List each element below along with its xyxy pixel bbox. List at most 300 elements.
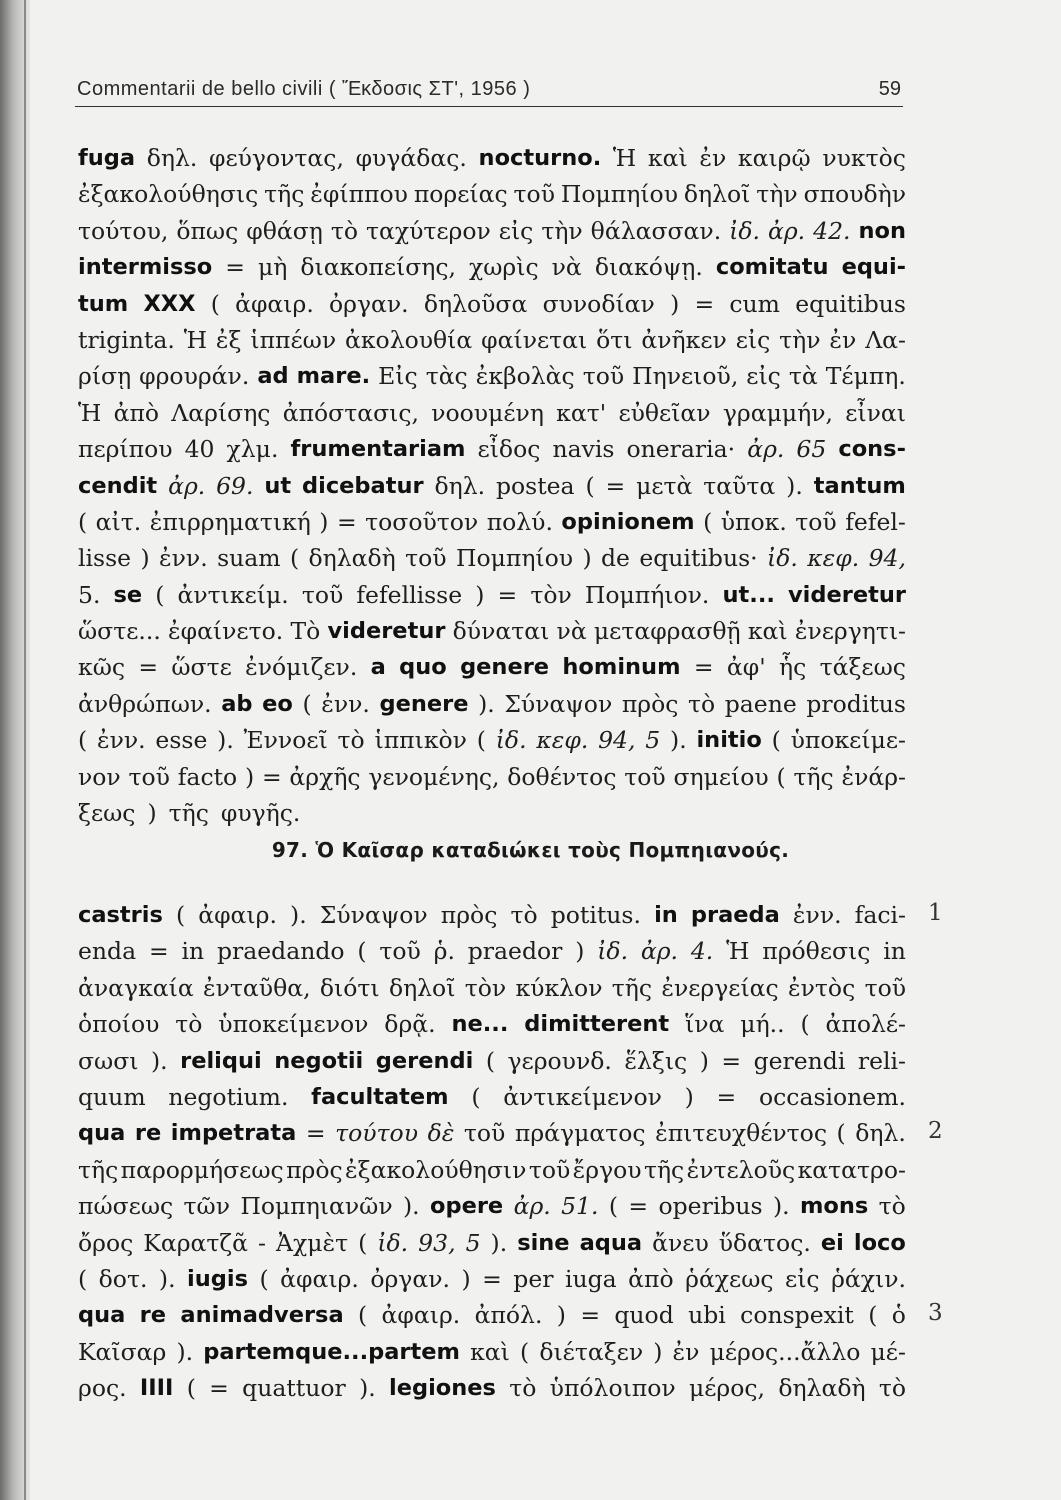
word: dimitterent	[524, 1011, 670, 1038]
word: =	[148, 937, 169, 966]
word: τάξεως	[819, 653, 906, 682]
text-line	[78, 395, 906, 431]
word: quo	[399, 654, 447, 681]
word: genere	[460, 654, 550, 681]
word: Λα-	[865, 325, 906, 354]
word: 94,	[868, 544, 906, 573]
word: negotium.	[168, 1082, 289, 1111]
word: Εἰς	[378, 362, 418, 391]
word: νὰ	[551, 253, 582, 282]
word: )	[147, 799, 157, 828]
word: μέρος,	[688, 1374, 766, 1403]
word: δηλαδὴ	[308, 544, 396, 573]
word: frumentariam	[290, 436, 466, 463]
word: Λαρίσης	[171, 398, 271, 427]
word: legiones	[389, 1375, 496, 1402]
word: Ἡ	[183, 325, 208, 354]
word: gerendi	[753, 1046, 846, 1075]
word: =	[580, 1301, 601, 1330]
text-line	[78, 540, 906, 576]
word: (	[175, 901, 186, 929]
word: ).	[670, 726, 687, 755]
word: XXX	[143, 290, 196, 317]
word: (	[800, 1010, 810, 1039]
word: πορείας	[413, 180, 508, 209]
word: φεύγοντας,	[209, 144, 344, 172]
word: enda	[78, 937, 137, 966]
word: τῆς	[793, 762, 834, 791]
word: ab	[221, 690, 253, 717]
word: τούτου,	[78, 216, 169, 245]
word: τῆς	[611, 973, 653, 1002]
word: fefel-	[845, 507, 906, 536]
word: )	[699, 1046, 709, 1075]
word: τὸ	[175, 1010, 203, 1039]
word: praedor	[467, 937, 563, 966]
word: ρος.	[78, 1374, 127, 1403]
word: ἀφαιρ.	[280, 1264, 359, 1293]
word: (	[78, 1264, 88, 1293]
word: aqua	[579, 1229, 643, 1256]
word: μέρος...ἄλλο	[709, 1337, 861, 1366]
word: πολύ.	[486, 507, 553, 536]
word: re	[134, 1120, 162, 1147]
word: καὶ	[647, 144, 688, 172]
word: καὶ	[747, 617, 788, 646]
word: (	[703, 507, 713, 536]
word: σπουδὴν	[803, 180, 906, 209]
text-line	[78, 897, 906, 933]
word: μὴ	[257, 253, 288, 282]
word: ἰδ.	[495, 726, 527, 755]
word: )	[684, 1082, 694, 1111]
word: ὅπως	[176, 216, 239, 245]
word: (	[358, 1228, 368, 1257]
word: oneraria·	[626, 435, 736, 464]
word: equitibus·	[639, 544, 758, 573]
word: (	[210, 289, 220, 318]
word: ὁποίου	[78, 1010, 160, 1039]
word: esse	[155, 726, 208, 755]
text-line	[78, 1334, 906, 1370]
word: τοῦ	[301, 580, 344, 609]
word: τὴν	[541, 216, 583, 245]
word: δοθέντος	[507, 762, 617, 791]
word: ).	[772, 1192, 790, 1221]
word: σωσι	[78, 1046, 139, 1075]
word: )	[556, 1301, 566, 1330]
word: Καρατζᾶ	[143, 1228, 249, 1257]
word: τοῦ	[528, 1155, 571, 1184]
word: πώσεως	[78, 1192, 174, 1221]
word: mare.	[296, 363, 371, 390]
text-line	[78, 213, 906, 249]
word: opere	[430, 1193, 504, 1220]
word: ἐνν.	[792, 901, 842, 929]
word: διακόψῃ.	[594, 253, 703, 282]
word: ἀνῆκεν	[641, 325, 727, 354]
word: διότι	[319, 973, 380, 1002]
word: ubi	[688, 1301, 726, 1330]
word: αἰτ.	[95, 507, 142, 536]
word: ἐντελοῦς	[686, 1155, 796, 1184]
word: ἀρ.	[168, 471, 206, 500]
word: ἕλξις	[624, 1046, 688, 1075]
word: =	[305, 1119, 326, 1148]
word: (	[302, 689, 312, 718]
word: ).	[290, 901, 307, 929]
word: τὸν	[530, 580, 572, 609]
word: καὶ	[470, 1337, 510, 1366]
word: =	[693, 653, 714, 682]
word: ἐφαίνετο.	[168, 617, 284, 646]
word: τοῦ	[405, 544, 447, 573]
word: postea	[495, 471, 575, 500]
word: δηλοῖ	[683, 180, 751, 209]
word: )	[461, 1264, 471, 1293]
word: ut...	[722, 581, 775, 608]
word: navis	[552, 435, 615, 464]
word: potitus.	[550, 901, 641, 929]
word: εἶδος	[477, 435, 541, 464]
word: φυγάδας.	[355, 144, 467, 172]
word: 65	[796, 435, 827, 464]
word: -	[258, 1228, 266, 1257]
text-line	[78, 249, 906, 285]
text-line	[78, 1043, 906, 1079]
word: τῶν	[183, 1192, 230, 1221]
word: praedando	[216, 937, 345, 966]
word: facto	[177, 762, 238, 791]
word: =	[138, 653, 159, 682]
word: Σύναψον	[319, 901, 428, 929]
word: eo	[262, 690, 293, 717]
word: Ἡ	[726, 937, 750, 966]
word: μεταφρασθῇ	[593, 617, 741, 646]
word: δρᾷ.	[384, 1010, 436, 1039]
word: Ἡ	[612, 144, 637, 172]
word: ).	[786, 471, 803, 500]
word: Ἀχμὲτ	[276, 1228, 349, 1257]
word: comitatu	[715, 254, 829, 281]
word: διακοπείσης,	[300, 253, 457, 282]
word: 4.	[690, 937, 714, 966]
text-line	[78, 933, 906, 969]
word: κεφ.	[536, 726, 589, 755]
word: (	[289, 544, 300, 573]
word: ἐνν.	[159, 544, 208, 573]
word: 51.	[561, 1192, 599, 1221]
text-line	[78, 1115, 906, 1151]
word: (	[608, 1192, 619, 1221]
word: suam	[217, 544, 281, 573]
word: =	[482, 1264, 502, 1293]
word: (	[485, 1046, 495, 1075]
word: a	[370, 654, 386, 681]
word: ἵνα	[685, 1010, 725, 1039]
section-heading: 97. Ὁ Καῖσαρ καταδιώκει τοὺς Πομπηιανούς.	[271, 838, 790, 862]
word: τὸν	[464, 973, 507, 1002]
word: πράγματος	[514, 1119, 646, 1148]
word: Σύναψον	[504, 689, 613, 718]
word: πρὸς	[440, 901, 498, 929]
word: τὰ	[788, 362, 818, 391]
word: ἐπιτευχθέντος	[655, 1119, 827, 1148]
word: Πομπηιανῶν	[240, 1192, 393, 1221]
word: τὴν	[756, 180, 798, 209]
word: =	[628, 1192, 649, 1221]
word: ἀφαιρ.	[235, 289, 314, 318]
word: Τέμπη.	[825, 362, 906, 391]
word: paene	[724, 689, 797, 718]
word: quod	[614, 1301, 674, 1330]
word: τῆς	[168, 799, 209, 828]
word: ἰδ.	[597, 937, 629, 966]
word: φαίνεται	[481, 325, 588, 354]
word: ad	[257, 363, 289, 390]
word: ἄνευ	[652, 1228, 709, 1257]
word: (	[471, 1082, 481, 1111]
text-line	[78, 1079, 906, 1115]
word: (	[155, 580, 165, 609]
word: ἀφαιρ.	[381, 1301, 461, 1330]
word: Πομπηίου	[455, 544, 574, 573]
word: δηλοῦσα	[423, 289, 528, 318]
text-line	[78, 1261, 906, 1297]
page-header	[75, 72, 903, 107]
commentary-section-96	[78, 140, 906, 831]
word: partemque...partem	[203, 1338, 460, 1365]
text-line	[78, 358, 906, 394]
word: μετὰ	[636, 471, 693, 500]
word: fefellisse	[356, 580, 463, 609]
word: ὁ	[891, 1301, 906, 1330]
text-line	[78, 613, 906, 649]
word: )	[653, 1337, 663, 1366]
word: νοουμένη	[431, 398, 544, 427]
word: ἀκολουθία	[345, 325, 473, 354]
word: ὥστε...	[78, 617, 161, 646]
word: negotii	[274, 1047, 364, 1074]
word: κατ'	[556, 398, 607, 427]
word: 5	[465, 1228, 481, 1257]
word: =	[209, 1374, 229, 1403]
word: in	[883, 937, 906, 966]
word: videretur	[327, 618, 446, 645]
word: (	[520, 1337, 530, 1366]
word: =	[605, 471, 626, 500]
word: ὀργαν.	[329, 289, 409, 318]
word: ἐξ	[215, 325, 242, 354]
word: opinionem	[561, 508, 695, 535]
word: (	[585, 471, 595, 500]
word: Καῖσαρ	[78, 1337, 167, 1366]
word: triginta.	[78, 325, 175, 354]
word: εἰς	[746, 362, 781, 391]
word: νὰ	[556, 617, 587, 646]
word: ἐφίππου	[310, 180, 408, 209]
word: cendit	[78, 472, 158, 499]
word: ἔργου	[572, 1155, 642, 1184]
word: intermisso	[78, 254, 213, 281]
text-line	[78, 759, 906, 795]
word: ut	[264, 472, 292, 499]
text-line	[78, 1225, 906, 1261]
word: ὑποκείμενον	[218, 1010, 369, 1039]
word: Τὸ	[290, 617, 321, 646]
word: )	[475, 580, 485, 609]
word: non	[858, 217, 906, 244]
word: δύναται	[452, 617, 550, 646]
word: ne...	[451, 1011, 509, 1038]
word: conspexit	[740, 1301, 854, 1330]
word: ).	[478, 689, 495, 718]
word: ὄρος	[78, 1228, 134, 1257]
word: τῆς	[78, 1155, 119, 1184]
word: initio	[696, 727, 762, 754]
word: videretur	[788, 581, 906, 608]
word: δὲ	[427, 1119, 455, 1148]
text-line	[78, 649, 906, 685]
word: re	[139, 1302, 167, 1329]
margin-line-number: 3	[928, 1300, 943, 1326]
word: κεφ.	[807, 544, 860, 573]
word: ἀρ.	[767, 216, 806, 245]
word: ἰδ.	[767, 544, 798, 573]
text-line	[78, 140, 906, 176]
word: animadversa	[180, 1302, 344, 1329]
word: nocturno.	[478, 145, 602, 171]
word: ἐνν.	[321, 689, 370, 718]
word: τὸ	[510, 901, 538, 929]
word: praeda	[690, 902, 780, 928]
word: γενομένης,	[368, 762, 500, 791]
word: τοῦ	[582, 362, 625, 391]
word: ἀρ.	[747, 435, 785, 464]
word: (	[78, 726, 88, 755]
word: =	[721, 1046, 742, 1075]
word: δηλ.	[146, 144, 198, 172]
word: ).	[176, 1337, 194, 1366]
word: )	[319, 507, 329, 536]
text-line	[78, 970, 906, 1006]
word: δηλαδὴ	[778, 1374, 866, 1403]
word: ῥάχεως	[685, 1264, 774, 1293]
word: (	[836, 1119, 846, 1148]
word: ἐπιρρηματική	[149, 507, 311, 536]
word: δηλ.	[434, 471, 486, 500]
word: )	[140, 544, 150, 573]
word: =	[716, 1082, 737, 1111]
word: (	[358, 1301, 368, 1330]
text-line	[78, 722, 906, 758]
word: νον	[78, 762, 121, 791]
word: fuga	[78, 145, 136, 171]
word: =	[336, 507, 357, 536]
word: ἱππέων	[250, 325, 337, 354]
word: per	[513, 1264, 554, 1293]
word: ἐνεργητι-	[794, 617, 906, 646]
text-line	[78, 176, 906, 212]
word: )	[575, 937, 585, 966]
word: ταχύτερον	[365, 216, 491, 245]
word: quattuor	[242, 1374, 346, 1403]
word: ἐνν.	[96, 726, 146, 755]
word: ὥστε	[171, 653, 232, 682]
word: ἐνταῦθα,	[203, 973, 311, 1002]
word: 94,	[598, 726, 636, 755]
word: τοῦ	[128, 762, 170, 791]
word: ἐν	[699, 144, 727, 172]
word: νυκτὸς	[822, 144, 906, 172]
word: τοῦ	[624, 762, 666, 791]
word: (	[357, 937, 367, 966]
word: loco	[853, 1229, 906, 1256]
word: συνοδίαν	[542, 289, 655, 318]
word: τὸ	[878, 1374, 906, 1403]
word: proditus	[806, 689, 906, 718]
word: faci-	[854, 901, 906, 929]
word: de	[601, 544, 630, 573]
word: ὀργαν.	[370, 1264, 450, 1293]
word: τοῦ	[864, 973, 906, 1002]
word: ἐνεργείας	[661, 973, 779, 1002]
word: qua	[78, 1302, 126, 1329]
word: iugis	[187, 1265, 248, 1292]
word: castris	[78, 902, 163, 928]
word: ρίσῃ	[78, 362, 132, 391]
word: ῥάχιν.	[831, 1264, 906, 1293]
word: γραμμήν,	[722, 398, 833, 427]
word: (	[771, 726, 781, 755]
word: 5.	[78, 580, 101, 609]
word: μέ-	[870, 1337, 906, 1366]
text-line	[78, 504, 906, 540]
word: τὸ	[509, 1374, 537, 1403]
word: gerendi	[375, 1047, 474, 1074]
word: τὸ	[878, 1192, 906, 1221]
word: 42.	[813, 216, 851, 245]
word: διέταξεν	[539, 1337, 644, 1366]
word: τὸ	[330, 216, 358, 245]
word: σημείου	[673, 762, 769, 791]
word: ).	[403, 1192, 420, 1221]
word: τοῦ	[379, 937, 421, 966]
text-line	[78, 322, 906, 358]
word: ei	[820, 1229, 844, 1256]
word: ἀντικείμ.	[177, 580, 289, 609]
word: Πηνειοῦ,	[632, 362, 739, 391]
word: πρὸς	[286, 1155, 343, 1184]
word: reli-	[857, 1046, 906, 1075]
word: 5	[645, 726, 661, 755]
text-line	[78, 286, 906, 322]
word: dicebatur	[302, 472, 424, 499]
word: operibus	[658, 1192, 763, 1221]
word: τὰς	[425, 362, 468, 391]
word: genere	[379, 690, 469, 717]
word: καιρῷ	[737, 144, 811, 172]
word: =	[225, 253, 245, 282]
word: ἀφ'	[726, 653, 766, 682]
word: (	[776, 762, 786, 791]
word: reliqui	[180, 1047, 262, 1074]
margin-line-number: 2	[928, 1118, 943, 1144]
word: cons-	[838, 436, 906, 463]
word: χωρὶς	[469, 253, 539, 282]
word: ῥ.	[433, 937, 455, 966]
page-number: 59	[878, 78, 901, 100]
